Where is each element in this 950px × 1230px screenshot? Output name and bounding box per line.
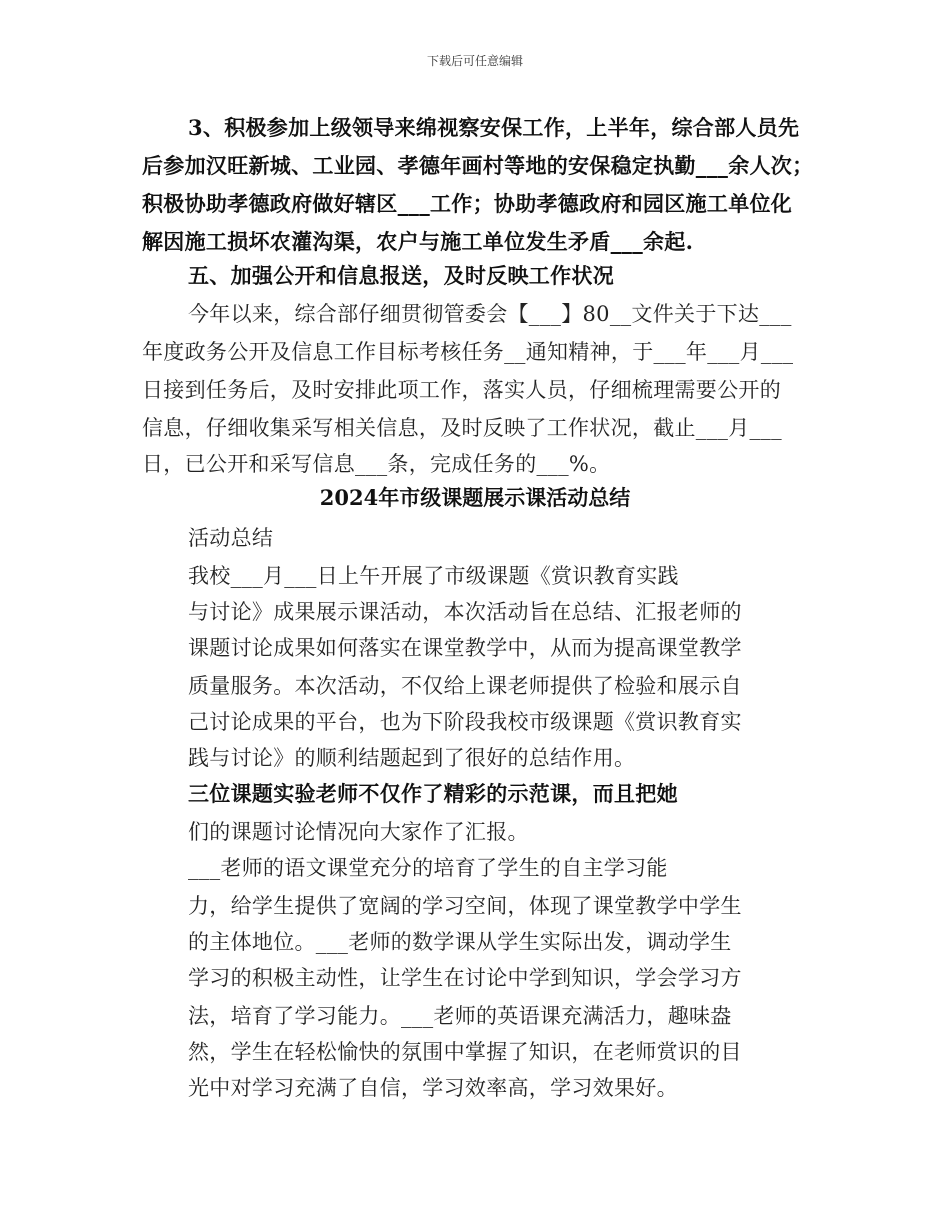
section-five-line-1: 今年以来，综合部仔细贯彻管委会【___】80__文件关于下达___ xyxy=(188,302,792,326)
section-five-line-4: 信息，仔细收集采写相关信息，及时反映了工作状况，截止___月___ xyxy=(142,416,782,440)
summary-para2-line-5: 学习的积极主动性，让学生在讨论中学到知识，学会学习方 xyxy=(188,966,742,990)
summary-para1-line-4: 质量服务。本次活动，不仅给上课老师提供了检验和展示自 xyxy=(188,674,742,698)
section-top-line-1: 3、积极参加上级领导来绵视察安保工作，上半年，综合部人员先 xyxy=(188,115,800,140)
summary-title: 2024年市级课题展示课活动总结 xyxy=(319,485,631,510)
summary-para2-line-2: ___老师的语文课堂充分的培育了学生的自主学习能 xyxy=(188,856,668,880)
page-header-note: 下载后可任意编辑 xyxy=(426,54,523,68)
section-top-line-3: 积极协助孝德政府做好辖区___工作；协助孝德政府和园区施工单位化 xyxy=(142,191,793,216)
summary-para2-line-1: 们的课题讨论情况向大家作了汇报。 xyxy=(188,820,529,844)
section-five-line-5: 日，已公开和采写信息___条，完成任务的___%。 xyxy=(142,452,611,476)
section-top-line-2: 后参加汉旺新城、工业园、孝德年画村等地的安保稳定执勤___余人次； xyxy=(142,153,814,178)
section-five-line-2: 年度政务公开及信息工作目标考核任务__通知精神，于___年___月___ xyxy=(142,340,794,364)
section-top-line-4: 解因施工损坏农灌沟渠，农户与施工单位发生矛盾___余起. xyxy=(142,229,694,254)
summary-subtitle: 活动总结 xyxy=(188,526,274,550)
summary-para2-line-8: 光中对学习充满了自信，学习效率高，学习效果好。 xyxy=(188,1076,678,1100)
summary-para2-line-4: 的主体地位。___老师的数学课从学生实际出发，调动学生 xyxy=(188,930,732,954)
summary-para1-line-2: 与讨论》成果展示课活动，本次活动旨在总结、汇报老师的 xyxy=(188,600,742,624)
summary-para1-line-6: 践与讨论》的顺利结题起到了很好的总结作用。 xyxy=(188,746,636,770)
summary-para1-line-3: 课题讨论成果如何落实在课堂教学中，从而为提高课堂教学 xyxy=(188,636,742,660)
summary-para1-line-1: 我校___月___日上午开展了市级课题《赏识教育实践 xyxy=(188,564,679,588)
summary-para2-line-3: 力，给学生提供了宽阔的学习空间，体现了课堂教学中学生 xyxy=(188,894,742,918)
summary-para2-line-7: 然，学生在轻松愉快的氛围中掌握了知识，在老师赏识的目 xyxy=(188,1040,742,1064)
section-five-heading: 五、加强公开和信息报送，及时反映工作状况 xyxy=(188,263,614,288)
summary-para1-line-5: 己讨论成果的平台，也为下阶段我校市级课题《赏识教育实 xyxy=(188,710,742,734)
section-five-line-3: 日接到任务后，及时安排此项工作，落实人员，仔细梳理需要公开的 xyxy=(142,378,781,402)
summary-bold-line: 三位课题实验老师不仅作了精彩的示范课，而且把她 xyxy=(188,781,678,806)
summary-para2-line-6: 法，培育了学习能力。___老师的英语课充满活力，趣味盎 xyxy=(188,1004,732,1028)
